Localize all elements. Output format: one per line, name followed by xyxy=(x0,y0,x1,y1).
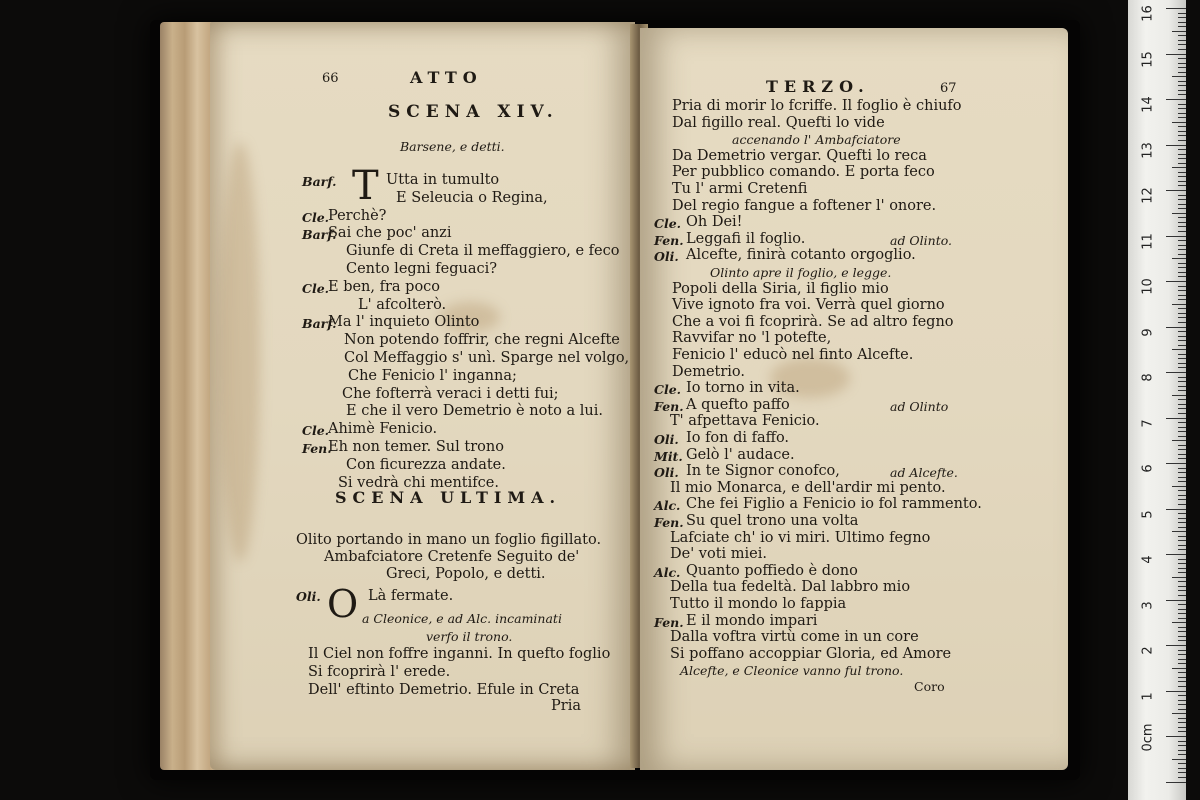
ruler-tick xyxy=(1178,422,1186,423)
speaker-label: Oli. xyxy=(654,465,679,481)
ruler-tick xyxy=(1178,522,1186,523)
scene-title-ultima: SCENA ULTIMA. xyxy=(335,488,562,507)
ruler-number: 13 xyxy=(1140,141,1156,159)
ruler-tick xyxy=(1172,395,1186,396)
ruler-tick xyxy=(1178,272,1186,273)
ruler-tick xyxy=(1178,527,1186,528)
ruler-tick xyxy=(1172,440,1186,441)
ruler-tick xyxy=(1178,563,1186,564)
verse-line: Perchè? xyxy=(328,207,387,224)
ruler-tick xyxy=(1178,181,1186,182)
ruler-tick xyxy=(1178,13,1186,14)
ruler-tick xyxy=(1178,345,1186,346)
running-head: TERZO. xyxy=(766,77,870,96)
verse-line: Che fofterrà veraci i detti fui; xyxy=(342,385,559,402)
speaker-label: Cle. xyxy=(654,382,682,398)
ruler-tick xyxy=(1178,72,1186,73)
ruler-number: 3 xyxy=(1140,600,1156,610)
speaker-label: Fen. xyxy=(654,515,684,530)
ruler-tick xyxy=(1178,413,1186,414)
ruler-tick xyxy=(1166,145,1186,146)
stage-direction: ad Alcefte. xyxy=(890,465,958,481)
verse-line: Là fermate. xyxy=(368,588,454,604)
drop-cap: T xyxy=(352,163,379,209)
ruler-tick xyxy=(1166,600,1186,601)
verse-line: Su quel trono una volta xyxy=(686,513,859,529)
ruler-tick xyxy=(1178,176,1186,177)
ruler-tick xyxy=(1166,8,1186,9)
ruler-tick xyxy=(1178,135,1186,136)
ruler-tick xyxy=(1178,631,1186,632)
ruler-number: 14 xyxy=(1140,96,1156,113)
ruler-tick xyxy=(1178,772,1186,773)
ruler-number: 16 xyxy=(1140,5,1156,22)
verse-line: Popoli della Siria, il figlio mio xyxy=(672,280,889,297)
ruler-tick xyxy=(1178,590,1186,591)
ruler-tick xyxy=(1178,331,1186,332)
ruler-tick xyxy=(1178,85,1186,86)
ruler-tick xyxy=(1178,504,1186,505)
ruler-tick xyxy=(1178,126,1186,127)
verse-line: E il mondo impari xyxy=(686,612,818,629)
ruler-tick xyxy=(1178,231,1186,232)
speaker-label: Barf. xyxy=(302,174,337,189)
speaker-label: Fen. xyxy=(654,232,684,248)
ruler-tick xyxy=(1178,217,1186,218)
ruler-number: 0cm xyxy=(1140,723,1156,752)
ruler-tick xyxy=(1178,263,1186,264)
stage-direction: accenando l' Ambafciatore xyxy=(732,132,901,148)
ruler-tick xyxy=(1178,267,1186,268)
ruler-tick xyxy=(1172,759,1186,760)
ruler-tick xyxy=(1178,659,1186,660)
ruler-tick xyxy=(1178,199,1186,200)
ruler-number: 8 xyxy=(1140,373,1156,382)
verse-line: Dalla voftra virtù come in un core xyxy=(670,629,919,646)
running-head: ATTO xyxy=(410,68,483,87)
ruler-tick xyxy=(1178,709,1186,710)
ruler-tick xyxy=(1166,691,1186,692)
ruler-tick xyxy=(1166,190,1186,191)
ruler-tick xyxy=(1178,618,1186,619)
verse-line: Pria di morir lo fcriffe. Il foglio è chiufo xyxy=(672,98,962,114)
ruler-number: 7 xyxy=(1140,418,1156,428)
verse-line: Dell' eftinto Demetrio. Efule in Creta xyxy=(308,682,580,698)
ruler-tick xyxy=(1178,195,1186,196)
ruler-tick xyxy=(1166,54,1186,55)
ruler-tick xyxy=(1178,572,1186,573)
ruler-tick xyxy=(1178,499,1186,500)
ruler-tick xyxy=(1172,349,1186,350)
ruler-tick xyxy=(1178,49,1186,50)
ruler-number: 5 xyxy=(1140,509,1156,519)
ruler-tick xyxy=(1178,458,1186,459)
ruler-number: 11 xyxy=(1140,232,1156,250)
ruler-tick xyxy=(1178,700,1186,701)
catchword: Pria xyxy=(551,698,581,714)
ruler-tick xyxy=(1178,58,1186,59)
ruler-tick xyxy=(1178,254,1186,255)
ruler-tick xyxy=(1178,408,1186,409)
ruler-tick xyxy=(1178,81,1186,82)
ruler-tick xyxy=(1178,545,1186,546)
ruler-tick xyxy=(1178,754,1186,755)
ruler-tick xyxy=(1178,681,1186,682)
ruler-tick xyxy=(1178,295,1186,296)
verse-line: Si vedrà chi mentifce. xyxy=(338,474,499,491)
ruler-tick xyxy=(1166,236,1186,237)
ruler-tick xyxy=(1178,436,1186,437)
verse-line: T' afpettava Fenicio. xyxy=(670,413,820,430)
verse-line: Col Meffaggio s' unì. Sparge nel volgo, xyxy=(344,350,630,366)
ruler-tick xyxy=(1166,645,1186,646)
ruler-tick xyxy=(1178,490,1186,491)
verse-line: Per pubblico comando. E porta feco xyxy=(672,164,935,181)
verse-line: Alcefte, finirà cotanto orgoglio. xyxy=(686,247,916,264)
ruler-tick xyxy=(1178,741,1186,742)
ruler-tick xyxy=(1178,108,1186,109)
ruler-tick xyxy=(1178,404,1186,405)
verse-line: De' voti miei. xyxy=(670,546,768,563)
ruler-tick xyxy=(1178,568,1186,569)
ruler-number: 2 xyxy=(1140,646,1156,655)
ruler-tick xyxy=(1178,104,1186,105)
scene-title: SCENA XIV. xyxy=(388,102,559,122)
speaker-label: Alc. xyxy=(654,498,681,514)
verse-line: E ben, fra poco xyxy=(328,278,441,295)
verse-line: Del regio fangue a foftener l' onore. xyxy=(672,197,937,214)
verse-line: Eh non temer. Sul trono xyxy=(328,439,504,455)
verse-line: Gelò l' audace. xyxy=(686,446,795,463)
ruler-tick xyxy=(1178,149,1186,150)
verse-line: Si poffano accoppiar Gloria, ed Amore xyxy=(670,645,952,662)
verse-line: Il mio Monarca, e dell'ardir mi pento. xyxy=(670,479,946,496)
speaker-label: Barf. xyxy=(302,227,337,243)
verse-line: L' afcolterò. xyxy=(358,296,447,313)
verse-line: Cento legni feguaci? xyxy=(346,261,498,277)
ruler-tick xyxy=(1178,449,1186,450)
speaker-label: Cle. xyxy=(302,423,330,439)
ruler-tick xyxy=(1178,609,1186,610)
ruler-tick xyxy=(1178,63,1186,64)
measuring-ruler xyxy=(1128,0,1186,800)
verse-line: Dal figillo real. Quefti lo vide xyxy=(672,114,885,131)
scene-intro-line: Ambafciatore Cretenfe Seguito de' xyxy=(324,549,580,565)
ruler-tick xyxy=(1178,677,1186,678)
verse-line: Con ficurezza andate. xyxy=(346,456,506,473)
ruler-tick xyxy=(1178,299,1186,300)
ruler-tick xyxy=(1178,35,1186,36)
ruler-tick xyxy=(1178,613,1186,614)
verse-line: Sai che poc' anzi xyxy=(328,225,452,242)
ruler-tick xyxy=(1178,26,1186,27)
ruler-tick xyxy=(1178,249,1186,250)
ruler-tick xyxy=(1178,604,1186,605)
ruler-tick xyxy=(1166,554,1186,555)
ruler-tick xyxy=(1166,509,1186,510)
ruler-tick xyxy=(1166,99,1186,100)
speaker-label: Alc. xyxy=(654,564,681,580)
ruler-tick xyxy=(1178,317,1186,318)
ruler-tick xyxy=(1166,418,1186,419)
ruler-tick xyxy=(1178,240,1186,241)
ruler-tick xyxy=(1178,386,1186,387)
verse-line: Tu l' armi Cretenfi xyxy=(672,181,808,197)
verse-line: Che fei Figlio a Fenicio io fol rammento. xyxy=(686,496,982,513)
right-page xyxy=(640,28,1068,770)
ruler-tick xyxy=(1172,486,1186,487)
ruler-tick xyxy=(1166,463,1186,464)
ruler-tick xyxy=(1178,586,1186,587)
speaker-label: Fen. xyxy=(654,614,684,630)
page-number: 67 xyxy=(940,81,957,96)
ruler-tick xyxy=(1178,727,1186,728)
ruler-tick xyxy=(1172,122,1186,123)
scene-intro-line: Greci, Popolo, e detti. xyxy=(386,566,546,582)
ruler-tick xyxy=(1172,713,1186,714)
ruler-tick xyxy=(1178,495,1186,496)
ruler-tick xyxy=(1178,44,1186,45)
page-number: 66 xyxy=(322,71,339,86)
ruler-tick xyxy=(1178,377,1186,378)
ruler-tick xyxy=(1178,367,1186,368)
ruler-tick xyxy=(1178,731,1186,732)
verse-line: Vive ignoto fra voi. Verrà quel giorno xyxy=(672,297,945,314)
ruler-tick xyxy=(1178,358,1186,359)
ruler-tick xyxy=(1172,577,1186,578)
ruler-tick xyxy=(1172,668,1186,669)
page-stain xyxy=(220,142,260,562)
ruler-tick xyxy=(1178,158,1186,159)
speaker-label: Cle. xyxy=(302,209,330,225)
ruler-tick xyxy=(1178,22,1186,23)
ruler-tick xyxy=(1178,518,1186,519)
speaker-label: Barf. xyxy=(302,316,337,332)
ruler-tick xyxy=(1178,226,1186,227)
ruler-tick xyxy=(1178,154,1186,155)
ruler-tick xyxy=(1178,381,1186,382)
verse-line: In te Signor conofco, xyxy=(686,463,840,480)
speaker-label: Cle. xyxy=(654,216,682,232)
ruler-number: 12 xyxy=(1140,187,1156,204)
ruler-tick xyxy=(1178,308,1186,309)
ruler-tick xyxy=(1178,427,1186,428)
ruler-tick xyxy=(1178,94,1186,95)
ruler-tick xyxy=(1178,536,1186,537)
verse-line: Io fon di faffo. xyxy=(686,430,790,446)
ruler-tick xyxy=(1178,454,1186,455)
ruler-tick xyxy=(1178,322,1186,323)
verse-line: Ravvifar no 'l potefte, xyxy=(672,330,832,347)
ruler-tick xyxy=(1178,445,1186,446)
ruler-tick xyxy=(1178,245,1186,246)
stage-direction: Olinto apre il foglio, e legge. xyxy=(710,265,892,280)
ruler-tick xyxy=(1172,304,1186,305)
speaker-label: Fen. xyxy=(654,398,684,414)
ruler-tick xyxy=(1178,468,1186,469)
ruler-tick xyxy=(1178,663,1186,664)
ruler-tick xyxy=(1178,481,1186,482)
ruler-tick xyxy=(1178,222,1186,223)
speaker-label: Oli. xyxy=(654,432,679,447)
verse-line: Utta in tumulto xyxy=(386,172,500,188)
verse-line: Della tua fedeltà. Dal labbro mio xyxy=(670,579,911,596)
ruler-tick xyxy=(1178,354,1186,355)
verse-line: Non potendo foffrir, che regni Alcefte xyxy=(344,332,620,349)
ruler-tick xyxy=(1172,31,1186,32)
verse-line: Si fcoprirà l' erede. xyxy=(308,664,451,680)
verse-line: verfo il trono. xyxy=(426,629,513,644)
speaker-label: Mit. xyxy=(654,448,683,464)
ruler-tick xyxy=(1178,313,1186,314)
verse-line: Tutto il mondo lo fappia xyxy=(670,596,847,612)
ruler-tick xyxy=(1178,745,1186,746)
verse-line: Io torno in vita. xyxy=(686,380,800,397)
ruler-tick xyxy=(1178,654,1186,655)
ruler-tick xyxy=(1178,559,1186,560)
ruler-tick xyxy=(1166,736,1186,737)
ruler-tick xyxy=(1178,695,1186,696)
drop-cap: O xyxy=(327,582,359,626)
ruler-tick xyxy=(1178,595,1186,596)
verse-line: A quefto paffo xyxy=(686,396,790,413)
speaker-label: Fen. xyxy=(302,441,332,456)
ruler-tick xyxy=(1178,390,1186,391)
verse-line: E che il vero Demetrio è noto a lui. xyxy=(346,403,603,420)
ruler-tick xyxy=(1178,17,1186,18)
ruler-tick xyxy=(1178,90,1186,91)
verse-line: Quanto poffiedo è dono xyxy=(686,562,858,579)
ruler-tick xyxy=(1178,40,1186,41)
verse-line: Leggafi il foglio. xyxy=(686,230,806,247)
verse-line: Ma l' inquieto Olinto xyxy=(328,314,480,331)
ruler-tick xyxy=(1178,627,1186,628)
ruler-tick xyxy=(1178,340,1186,341)
verse-line: E Seleucia o Regina, xyxy=(396,189,548,206)
verse-line: Giunfe di Creta il meffaggiero, e feco xyxy=(346,243,620,260)
ruler-tick xyxy=(1178,581,1186,582)
ruler-tick xyxy=(1178,650,1186,651)
ruler-tick xyxy=(1178,768,1186,769)
verse-line: Il Ciel non foffre inganni. In quefto foglio xyxy=(308,646,611,662)
verse-line: Demetrio. xyxy=(672,363,746,380)
ruler-tick xyxy=(1178,290,1186,291)
ruler-number: 15 xyxy=(1140,50,1156,68)
ruler-tick xyxy=(1166,372,1186,373)
ruler-tick xyxy=(1178,163,1186,164)
ruler-tick xyxy=(1178,472,1186,473)
ruler-number: 1 xyxy=(1140,691,1156,701)
ruler-tick xyxy=(1172,622,1186,623)
ruler-number: 4 xyxy=(1140,555,1156,564)
ruler-tick xyxy=(1172,167,1186,168)
ruler-tick xyxy=(1178,704,1186,705)
ruler-tick xyxy=(1178,513,1186,514)
verse-line: a Cleonice, e ad Alc. incaminati xyxy=(362,611,562,626)
ruler-tick xyxy=(1166,782,1186,783)
ruler-tick xyxy=(1178,477,1186,478)
catchword: Coro xyxy=(914,679,945,694)
ruler-tick xyxy=(1178,640,1186,641)
ruler-number: 10 xyxy=(1140,278,1156,295)
ruler-tick xyxy=(1178,777,1186,778)
verse-line: Oh Dei! xyxy=(686,214,743,231)
ruler-tick xyxy=(1178,750,1186,751)
ruler-tick xyxy=(1178,131,1186,132)
ruler-tick xyxy=(1172,531,1186,532)
ruler-tick xyxy=(1178,399,1186,400)
ruler-tick xyxy=(1178,686,1186,687)
speaker-label: Cle. xyxy=(302,280,330,296)
verse-line: Che a voi fi fcoprirà. Se ad altro fegno xyxy=(672,313,954,330)
ruler-tick xyxy=(1178,204,1186,205)
ruler-tick xyxy=(1178,208,1186,209)
speaker-label: Oli. xyxy=(296,589,321,604)
ruler-tick xyxy=(1178,286,1186,287)
ruler-tick xyxy=(1172,76,1186,77)
ruler-tick xyxy=(1178,172,1186,173)
ruler-tick xyxy=(1178,117,1186,118)
stage-direction: ad Olinto xyxy=(890,398,949,414)
ruler-tick xyxy=(1178,140,1186,141)
ruler-tick xyxy=(1178,549,1186,550)
stage-direction: Alcefte, e Cleonice vanno ful trono. xyxy=(680,663,904,679)
ruler-tick xyxy=(1178,431,1186,432)
verse-line: Lafciate ch' io vi miri. Ultimo fegno xyxy=(670,529,931,546)
ruler-tick xyxy=(1172,258,1186,259)
ruler-tick xyxy=(1166,327,1186,328)
stage-direction: ad Olinto. xyxy=(890,232,953,248)
speaker-label: Oli. xyxy=(654,249,679,265)
ruler-tick xyxy=(1178,763,1186,764)
ruler-number: 9 xyxy=(1140,327,1156,337)
verse-line: Ahimè Fenicio. xyxy=(328,421,438,438)
ruler-tick xyxy=(1178,276,1186,277)
ruler-tick xyxy=(1178,363,1186,364)
ruler-tick xyxy=(1178,185,1186,186)
ruler-tick xyxy=(1172,213,1186,214)
ruler-tick xyxy=(1178,722,1186,723)
verse-line: Che Fenicio l' inganna; xyxy=(348,367,517,384)
ruler-tick xyxy=(1178,113,1186,114)
verse-line: Da Demetrio vergar. Quefti lo reca xyxy=(672,147,927,164)
ruler-tick xyxy=(1178,540,1186,541)
ruler-number: 6 xyxy=(1140,464,1156,473)
left-page xyxy=(210,22,635,770)
ruler-tick xyxy=(1166,281,1186,282)
ruler-tick xyxy=(1178,336,1186,337)
ruler-tick xyxy=(1178,67,1186,68)
verse-line: Fenicio l' educò nel finto Alcefte. xyxy=(672,347,914,363)
scene-intro-line: Olito portando in mano un foglio figillato. xyxy=(296,532,602,548)
ruler-tick xyxy=(1178,636,1186,637)
ruler-tick xyxy=(1178,718,1186,719)
scene-cast: Barsene, e detti. xyxy=(400,139,505,154)
ruler-tick xyxy=(1178,672,1186,673)
